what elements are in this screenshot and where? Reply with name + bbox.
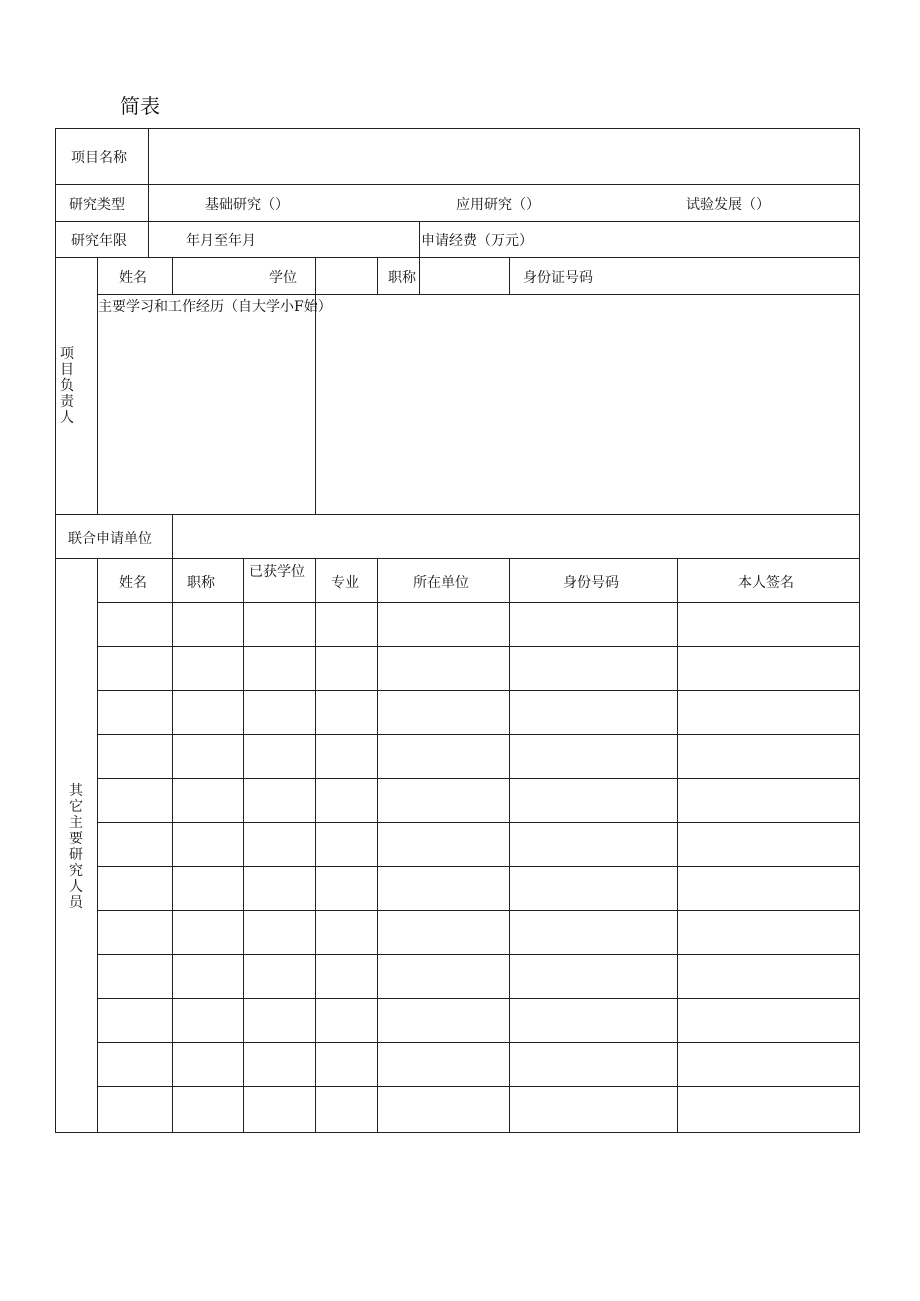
members-col-id: 身份号码 — [563, 575, 619, 591]
member-row[interactable] — [98, 779, 859, 822]
member-row[interactable] — [98, 603, 859, 646]
funding-label: 申请经费（万元） — [421, 233, 533, 249]
member-row[interactable] — [98, 647, 859, 690]
project-name-label: 项目名称 — [71, 150, 127, 166]
member-row[interactable] — [98, 691, 859, 734]
member-row[interactable] — [98, 1087, 859, 1130]
member-row[interactable] — [98, 735, 859, 778]
members-col-major: 专业 — [331, 575, 359, 591]
page-title: 简表 — [120, 94, 160, 118]
member-row[interactable] — [98, 955, 859, 998]
leader-section-label: 项目负责人 — [60, 346, 74, 426]
leader-history-field[interactable] — [317, 296, 858, 513]
duration-label: 研究年限 — [71, 233, 127, 249]
members-section-label: 其它主要研究人员 — [69, 783, 83, 911]
member-row[interactable] — [98, 911, 859, 954]
members-col-degree: 已获学位 — [249, 564, 305, 580]
application-form-table — [55, 128, 860, 1133]
research-type-experimental-option[interactable]: 试验发展（） — [686, 197, 770, 213]
member-row[interactable] — [98, 867, 859, 910]
research-type-label: 研究类型 — [69, 197, 125, 213]
joint-unit-field[interactable] — [174, 516, 858, 557]
research-type-basic-option[interactable]: 基础研究（） — [205, 197, 289, 213]
joint-unit-label: 联合申请单位 — [68, 531, 152, 547]
leader-title-label: 职称 — [388, 270, 416, 286]
members-col-name: 姓名 — [119, 575, 147, 591]
research-type-applied-option[interactable]: 应用研究（） — [456, 197, 540, 213]
member-row[interactable] — [98, 823, 859, 866]
leader-name-label: 姓名 — [119, 270, 147, 286]
members-col-unit: 所在单位 — [413, 575, 469, 591]
leader-id-label: 身份证号码 — [523, 270, 593, 286]
project-name-field[interactable] — [150, 130, 858, 183]
members-col-title: 职称 — [187, 575, 215, 591]
leader-degree-label: 学位 — [269, 270, 297, 286]
member-row[interactable] — [98, 999, 859, 1042]
members-col-signature: 本人签名 — [738, 575, 794, 591]
duration-value[interactable]: 年月至年月 — [186, 233, 256, 249]
leader-history-label: 主要学习和工作经历（自大学小F始） — [98, 299, 332, 315]
member-row[interactable] — [98, 1043, 859, 1086]
